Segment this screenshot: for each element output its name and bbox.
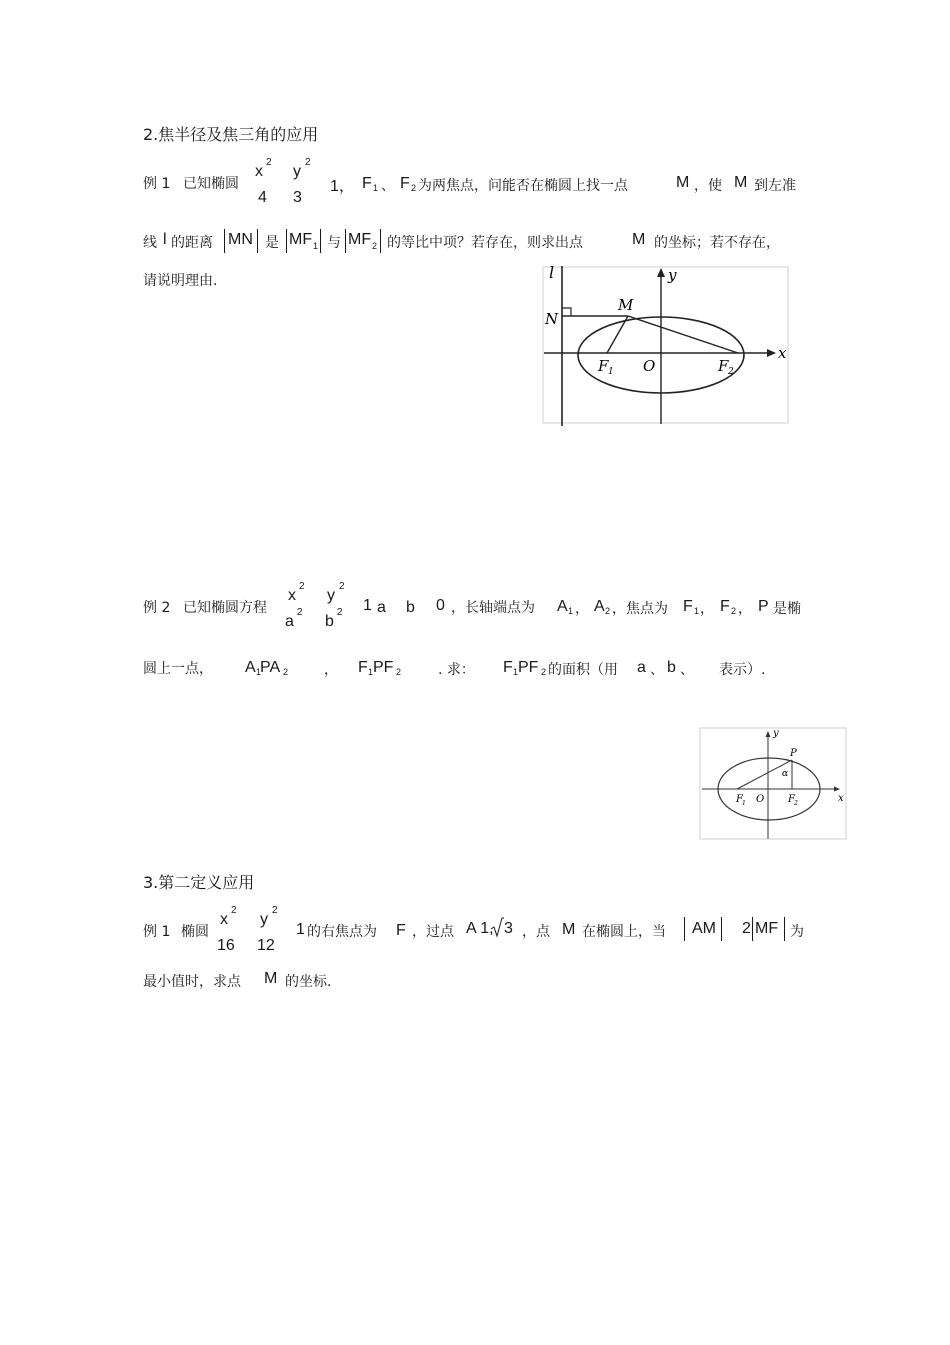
frac2-den: 3 [293,189,302,206]
abs-bar [721,917,722,941]
ex2-line2-c: 的面积（用 [548,662,618,678]
eq-one: 1， [330,178,355,195]
ex2-line2-a: 圆上一点， [143,661,213,677]
separator: 、 [381,178,395,194]
sqrt-icon [490,916,504,938]
is-text: 是 [265,235,279,251]
abs-bar [286,229,287,253]
abs-bar [380,229,381,253]
s3-two: 2 [742,920,751,937]
ex2-frac2-num-pow: 2 [339,581,345,592]
ex2-dun-2: 、 [680,662,694,678]
abs-bar [684,917,685,941]
abs-bar [784,917,785,941]
angle2-pf: PF [373,659,394,676]
fig1-label-n: N [545,310,559,328]
s3-text-d: 在椭圆上，当 [582,924,666,940]
fig1-label-f2: F [718,357,729,375]
mf2-sub: 2 [372,241,378,251]
tri-sub: 2 [541,667,547,677]
segment-mn: MN [228,231,253,248]
ex2-frac2-num: y [327,587,335,604]
tri-f: F [503,659,513,676]
s3-segment-mf: MF [755,920,779,937]
fig1-label-x: x [778,344,787,362]
ex2-frac1-num: x [288,587,296,604]
s3-point-m: M [562,921,576,938]
s3-frac1-den: 16 [217,937,235,954]
ex2-text-b: ，焦点为 [612,601,668,617]
mf1-sub: 1 [313,241,319,251]
figure-focal-triangle [699,727,848,840]
ex1-line2-a: 线 [143,235,157,251]
fig2-label-y: y [773,728,779,739]
fig1-label-o: O [643,357,656,375]
abs-bar [224,229,225,253]
s3-focus-f: F [396,922,406,939]
ex2-text-c: ， [738,601,752,617]
ex1-line3: 请说明理由. [143,273,218,289]
f1-letter: F [362,175,372,192]
ex2-frac2-den: b [325,613,334,630]
ex1-text-b: ，使 [694,178,722,194]
s3-line2-b: 的坐标. [285,974,332,990]
fig2-label-o: O [756,794,765,805]
angle2-sub: 2 [396,667,402,677]
fig1-label-f1-sub: 1 [608,367,614,377]
ex2-f2: F [720,598,730,615]
ex2-f1-sub: 1 [694,606,700,616]
angle1-pa: PA [260,659,281,676]
fig2-label-alpha: α [782,769,789,779]
angle2-f: F [358,659,368,676]
fig2-label-f2-sub: 2 [794,800,798,807]
ex1-line2-c: 的等比中项？若存在，则求出点 [387,235,583,251]
s3-segment-am: AM [692,920,716,937]
ex2-f2-sub: 2 [731,606,737,616]
ex1-known: 已知椭圆 [183,176,239,192]
tri-f-sub: 1 [513,667,519,677]
s3-point-a: A 1, [466,920,494,937]
s3-text-e: 为 [790,924,804,940]
segment-mf1: MF [289,231,313,248]
abs-bar [320,229,321,253]
frac2-pow: 2 [305,157,311,168]
abs-bar [345,229,346,253]
figure-ellipse-directrix [540,264,790,426]
ex2-a1-sub: 1 [568,606,574,616]
ex2-param-a: a [637,659,646,676]
s3-text-b: ，过点 [412,924,454,940]
ex2-f1: F [683,598,693,615]
angle1-a-sub: 1 [256,667,262,677]
ex2-frac1-den-pow: 2 [297,607,303,618]
s3-text-c: ，点 [522,924,550,940]
fig1-label-f2-sub: 2 [728,367,734,377]
ex2-cond-b: b [406,599,415,616]
fig2-label-p: P [790,748,797,759]
ex2-frac2-den-pow: 2 [337,607,343,618]
fig1-label-m: M [618,296,634,314]
s3-line2-a: 最小值时，求点 [143,974,241,990]
frac1-pow: 2 [266,157,272,168]
ex2-a1: A [557,598,568,615]
s3-text-a: 的右焦点为 [307,924,377,940]
ex1-line2-d: 的坐标；若不存在， [654,235,780,251]
angle2-f-sub: 1 [368,667,374,677]
s3-frac1-num: x [220,911,228,928]
s3-sqrt-value: 3 [504,920,513,937]
fig2-label-f1: F [736,794,743,805]
ex2-dun-1: 、 [650,662,664,678]
s3-frac2-num: y [260,911,268,928]
fig1-label-l: l [549,264,555,282]
section-heading-3: 3.第二定义应用 [143,873,255,892]
abs-bar [257,229,258,253]
point-m-2: M [734,174,748,191]
section-heading-2: 2.焦半径及焦三角的应用 [143,125,319,144]
ex2-p: P [758,598,769,615]
ex2-a2: A [594,598,605,615]
angle1-sub: 2 [283,667,289,677]
frac1-den: 4 [258,189,267,206]
ex2-param-b: b [667,659,676,676]
line-l: l [163,231,167,248]
frac2-num: y [293,163,301,180]
ex2-frac1-den: a [285,613,294,630]
f2-letter: F [400,175,410,192]
ex2-text-a: ，长轴端点为 [451,600,535,616]
ex2-known: 已知椭圆方程 [183,600,267,616]
point-m-3: M [632,231,646,248]
segment-mf2: MF [348,231,372,248]
ex2-a2-sub: 2 [605,606,611,616]
fig2-label-f2: F [788,794,795,805]
and-text: 与 [327,235,341,251]
point-m-1: M [676,174,690,191]
ex2-cond-a: a [377,599,386,616]
s3-frac1-pow: 2 [231,905,237,916]
ex1-text-c: 到左准 [754,178,796,194]
angle1-a: A [245,659,256,676]
s3-ex1-label: 例 1 [143,924,171,940]
ex1-text-a: 为两焦点，问能否在椭圆上找一点 [418,178,628,194]
s3-frac2-den: 12 [257,937,275,954]
ex2-cond-zero: 0 [436,597,445,614]
fig2-label-f1-sub: 1 [742,800,746,807]
s3-point-m-2: M [264,970,278,987]
ex1-label: 例 1 [143,176,171,192]
abs-bar [752,917,753,941]
ex2-comma-3: ， [324,662,338,678]
ex2-comma-2: ， [700,601,714,617]
f1-sub: 1 [373,183,379,193]
ex2-line2-d: 表示）. [719,662,766,678]
ex1-line2-b: 的距离 [171,235,213,251]
ex2-text-d: 是椭 [773,601,801,617]
ex2-comma: ， [575,601,589,617]
ex2-line2-b: . 求： [438,662,475,678]
fig1-label-f1: F [598,357,609,375]
fig1-label-y: y [668,266,677,284]
fig2-label-x: x [838,793,844,804]
ex2-label: 例 2 [143,600,171,616]
ex2-eq-one: 1 [363,597,372,614]
f2-sub: 2 [411,183,417,193]
s3-eq-one: 1 [296,921,305,938]
s3-ex1-known: 椭圆 [181,924,209,940]
tri-pf: PF [518,659,539,676]
ex2-frac1-num-pow: 2 [299,581,305,592]
frac1-num: x [255,163,263,180]
s3-frac2-pow: 2 [272,905,278,916]
